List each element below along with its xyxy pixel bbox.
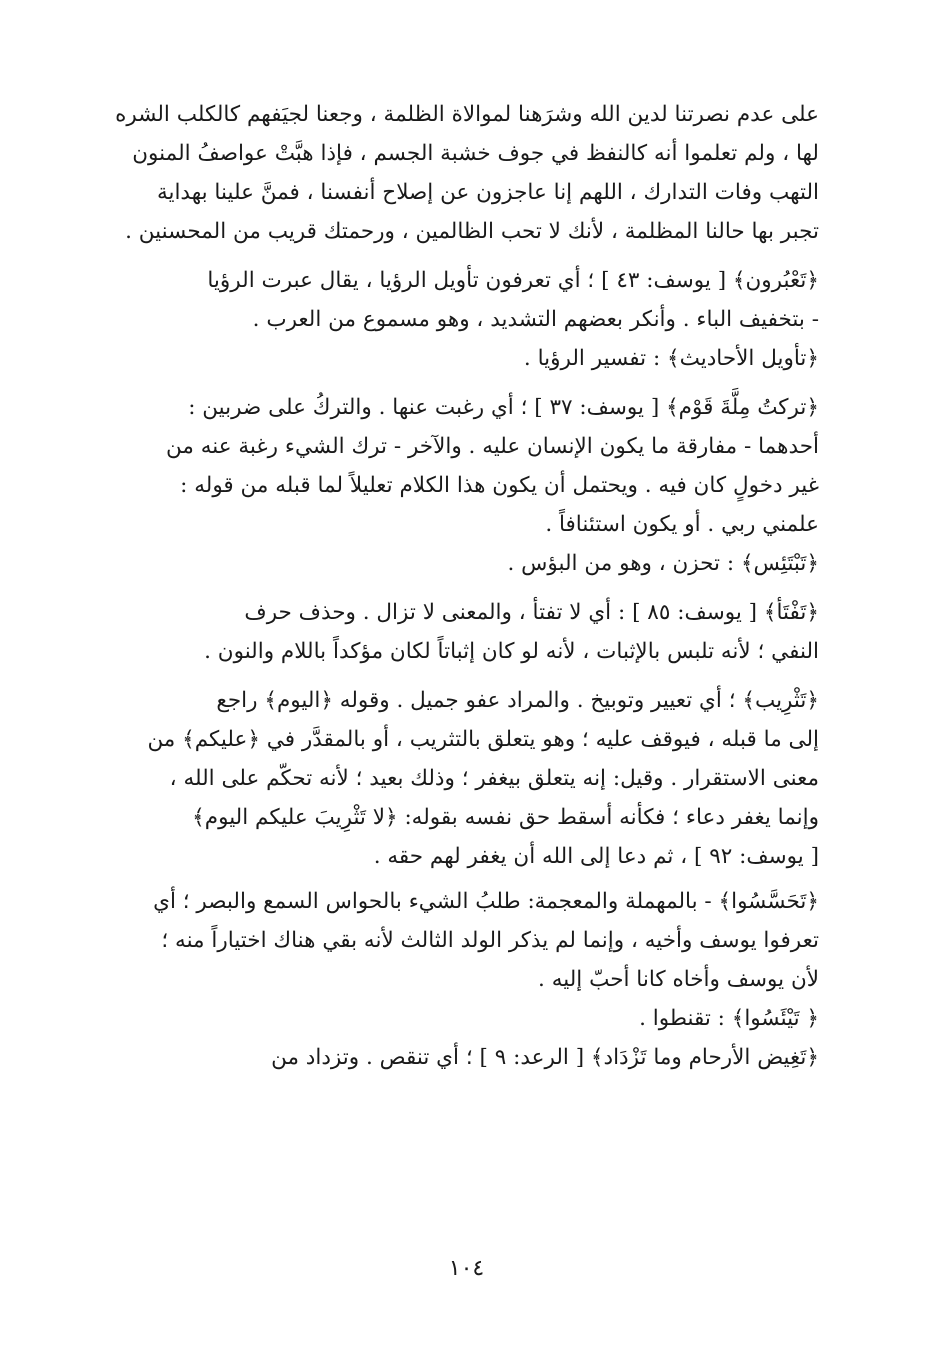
paragraph-tathrib: ﴿تَثْرِيب﴾ ؛ أي تعيير وتوبيخ . والمراد عفو جميل . وقوله ﴿اليوم﴾ راجع إلى ما قبله ، فيوقف عليه ؛ وهو يتعلق بالتثريب ، أو بالمقدَّر في ﴿عليكم﴾ من معنى الاستقرار . وقيل: إنه يتعلق بيغفر ؛ وذلك بعيد ؛ لأنه تحكّم على الله ، وإنما يغفر دعاء ؛ فكأنه أسقط حق نفسه بقوله: ﴿لا تَثْرِيبَ عليكم اليوم﴾ [ يوسف: ٩٢ ] ، ثم دعا إلى الله أن يغفر لهم حقه . (147, 688, 819, 869)
paragraph-tarakt: ﴿تركتُ مِلَّةَ قَوْم﴾ [ يوسف: ٣٧ ] ؛ أي رغبت عنها . والتركُ على ضربين : أحدهما - مفارقة ما يكون الإنسان عليه . والآخر - ترك الشيء رغبة عنه من غير دخولٍ كان فيه . ويحتمل أن يكون هذا الكلام تعليلاً لما قبله من قوله : علمني ربي . أو يكون استئنافاً . ﴿تَبْتَئِس﴾ : تحزن ، وهو من البؤس . (166, 395, 819, 576)
paragraph-gap (112, 671, 819, 681)
paragraph-tahassasu: ﴿تَحَسَّسُوا﴾ - بالمهملة والمعجمة: طلبُ الشيء بالحواس السمع والبصر ؛ أي تعرفوا يوسف وأخيه ، وإنما لم يذكر الولد الثالث لأنه بقي هناك اختياراً منه ؛ لأن يوسف وأخاه كانا أحبّ إليه . ﴿ تَيْئَسُوا﴾ : تقنطوا . ﴿تَغِيض الأرحام وما تَزْدَاد﴾ [ الرعد: ٩ ] ؛ أي تنقص . وتزداد من (153, 889, 819, 1070)
paragraph-gap (112, 583, 819, 593)
paragraph-taftaa: ﴿تَفْتَأ﴾ [ يوسف: ٨٥ ] : أي لا تفتأ ، والمعنى لا تزال . وحذف حرف النفي ؛ لأنه تلبس بالإثبات ، لأنه لو كان إثباتاً لكان مؤكداً باللام والنون . (204, 600, 819, 664)
paragraph-gap (112, 251, 819, 261)
paragraph-intro: على عدم نصرتنا لدين الله وشرَهنا لموالاة الظلمة ، وجعنا لجيَفهم كالكلب الشره لها ، ولم تعلموا أنه كالنفظ في جوف خشبة الجسم ، فإذا هبَّتْ عواصفُ المنون التهب وفات التدارك ، اللهم إنا عاجزون عن إصلاح أنفسنا ، فمنَّ علينا بهداية تجبر بها حالنا المظلمة ، لأنك لا تحب الظالمين ، ورحمتك قريب من المحسنين . (115, 102, 819, 244)
page-number: ١٠٤ (448, 1256, 485, 1281)
paragraph-gap (112, 378, 819, 388)
paragraph-tabrun: ﴿تَعْبُرون﴾ [ يوسف: ٤٣ ] ؛ أي تعرفون تأويل الرؤيا ، يقال عبرت الرؤيا - بتخفيف الباء . وأنكر بعضهم التشديد ، وهو مسموع من العرب . ﴿تأويل الأحاديث﴾ : تفسير الرؤيا . (207, 268, 819, 371)
page-body (112, 95, 819, 1077)
